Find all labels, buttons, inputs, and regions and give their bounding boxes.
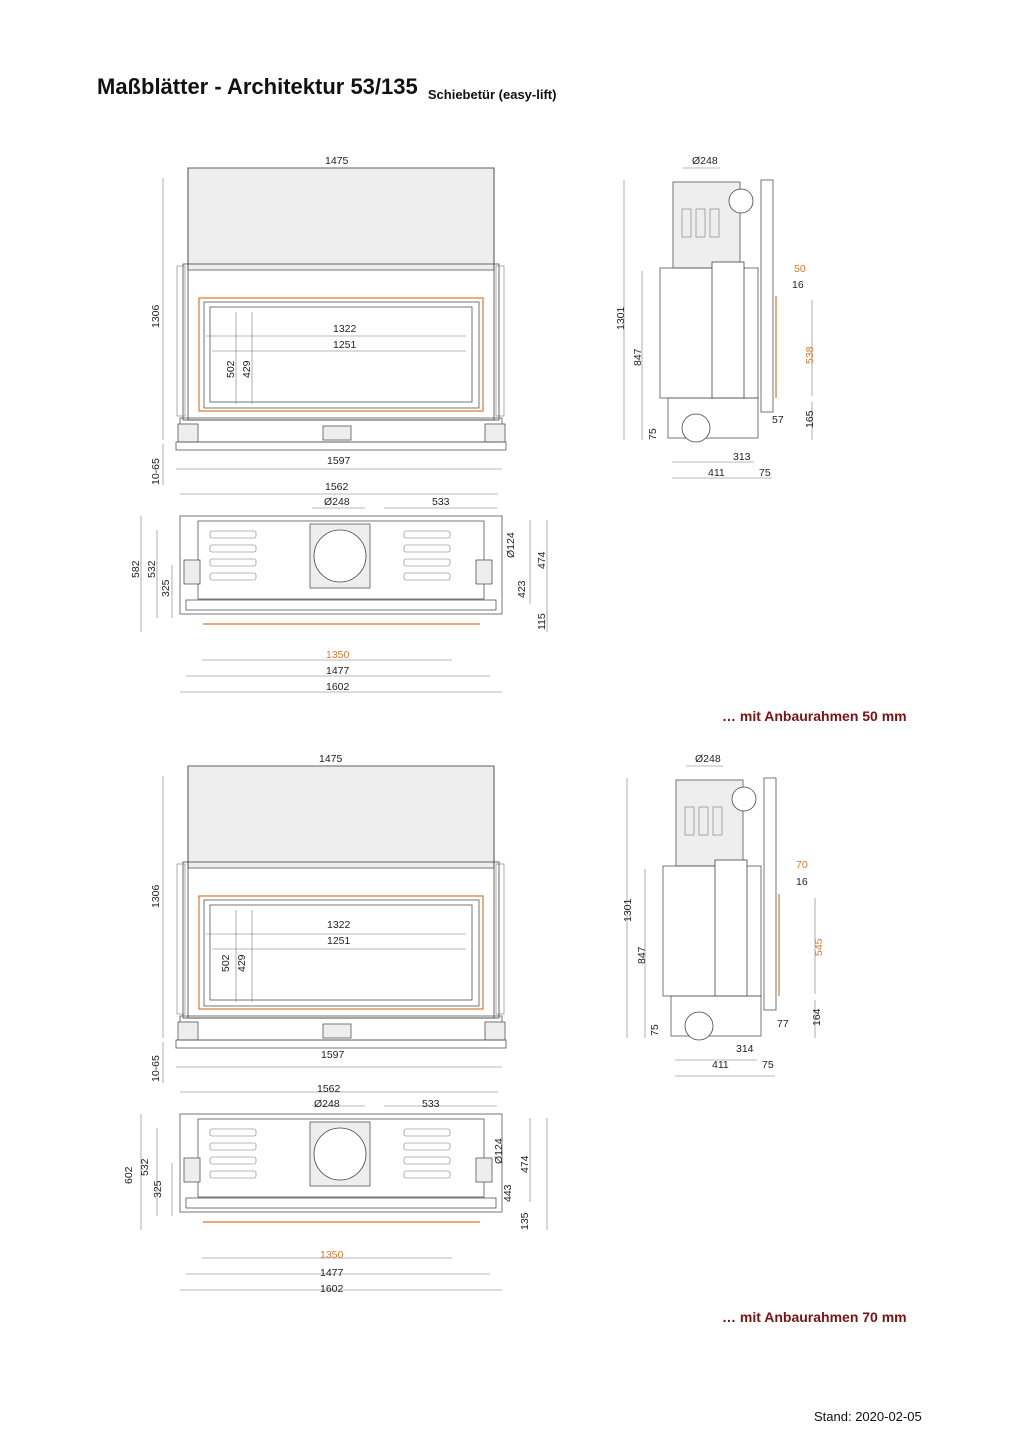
svg-text:1306: 1306 — [150, 304, 162, 328]
svg-text:Ø124: Ø124 — [505, 532, 517, 558]
svg-text:Ø248: Ø248 — [314, 1098, 340, 1110]
svg-text:1602: 1602 — [326, 681, 350, 693]
svg-text:50: 50 — [794, 263, 806, 275]
svg-text:602: 602 — [123, 1166, 135, 1184]
page-title: Maßblätter - Architektur 53/135 $_{Schiebetür (easy-lift)}$ — [97, 74, 557, 102]
svg-text:532: 532 — [146, 560, 158, 578]
svg-text:1475: 1475 — [319, 753, 343, 765]
page-subtitle: Schiebetür (easy-lift) — [427, 87, 557, 102]
svg-text:115: 115 — [536, 613, 548, 630]
svg-text:1301: 1301 — [622, 898, 634, 922]
svg-text:545: 545 — [813, 938, 825, 956]
svg-text:Ø248: Ø248 — [324, 496, 350, 508]
svg-text:502: 502 — [220, 954, 232, 972]
svg-text:1475: 1475 — [325, 155, 349, 167]
svg-text:847: 847 — [636, 946, 648, 964]
svg-text:411: 411 — [712, 1059, 729, 1071]
svg-text:10-65: 10-65 — [150, 1055, 162, 1082]
caption-frame-70: … mit Anbaurahmen 70 mm — [722, 1309, 907, 1325]
svg-text:57: 57 — [772, 414, 784, 426]
svg-text:1597: 1597 — [327, 455, 351, 467]
svg-text:1322: 1322 — [333, 323, 357, 335]
svg-text:Ø248: Ø248 — [695, 753, 721, 765]
svg-text:1597: 1597 — [321, 1049, 345, 1061]
svg-text:75: 75 — [759, 467, 771, 479]
svg-text:70: 70 — [796, 859, 808, 871]
svg-text:1350: 1350 — [326, 649, 350, 661]
svg-text:16: 16 — [796, 876, 808, 888]
svg-text:1477: 1477 — [326, 665, 350, 677]
svg-text:532: 532 — [139, 1158, 151, 1176]
svg-text:325: 325 — [160, 579, 172, 597]
svg-text:314: 314 — [736, 1043, 754, 1055]
svg-text:75: 75 — [762, 1059, 774, 1071]
svg-text:1562: 1562 — [317, 1083, 341, 1095]
svg-text:1477: 1477 — [320, 1267, 344, 1279]
svg-text:164: 164 — [811, 1008, 823, 1026]
svg-text:502: 502 — [225, 360, 237, 378]
svg-text:1350: 1350 — [320, 1249, 344, 1261]
svg-text:313: 313 — [733, 451, 751, 463]
svg-text:1306: 1306 — [150, 884, 162, 908]
svg-text:423: 423 — [516, 580, 528, 598]
svg-text:1322: 1322 — [327, 919, 351, 931]
svg-text:847: 847 — [632, 348, 644, 366]
svg-text:443: 443 — [502, 1184, 514, 1202]
svg-text:1251: 1251 — [333, 339, 357, 351]
svg-text:135: 135 — [519, 1212, 531, 1230]
top-view-1 — [141, 494, 547, 692]
svg-text:75: 75 — [647, 428, 659, 440]
svg-text:474: 474 — [536, 551, 548, 569]
svg-text:1562: 1562 — [325, 481, 349, 493]
svg-text:77: 77 — [777, 1018, 789, 1030]
svg-text:533: 533 — [432, 496, 450, 508]
svg-text:16: 16 — [792, 279, 804, 291]
svg-text:165: 165 — [804, 410, 816, 428]
svg-text:474: 474 — [519, 1155, 531, 1173]
svg-text:1602: 1602 — [320, 1283, 344, 1295]
svg-text:538: 538 — [804, 346, 816, 364]
svg-text:75: 75 — [649, 1024, 661, 1036]
svg-text:429: 429 — [241, 360, 253, 378]
svg-text:533: 533 — [422, 1098, 440, 1110]
top-view-2 — [141, 1092, 547, 1290]
svg-text:429: 429 — [236, 954, 248, 972]
svg-text:1251: 1251 — [327, 935, 351, 947]
svg-text:Ø248: Ø248 — [692, 155, 718, 167]
caption-frame-50: … mit Anbaurahmen 50 mm — [722, 708, 907, 724]
svg-text:411: 411 — [708, 467, 725, 479]
svg-text:1301: 1301 — [615, 306, 627, 330]
svg-text:582: 582 — [130, 560, 142, 578]
svg-text:Ø124: Ø124 — [493, 1138, 505, 1164]
stand-date: Stand: 2020-02-05 — [814, 1409, 922, 1424]
svg-text:10-65: 10-65 — [150, 458, 162, 485]
svg-text:325: 325 — [152, 1180, 164, 1198]
